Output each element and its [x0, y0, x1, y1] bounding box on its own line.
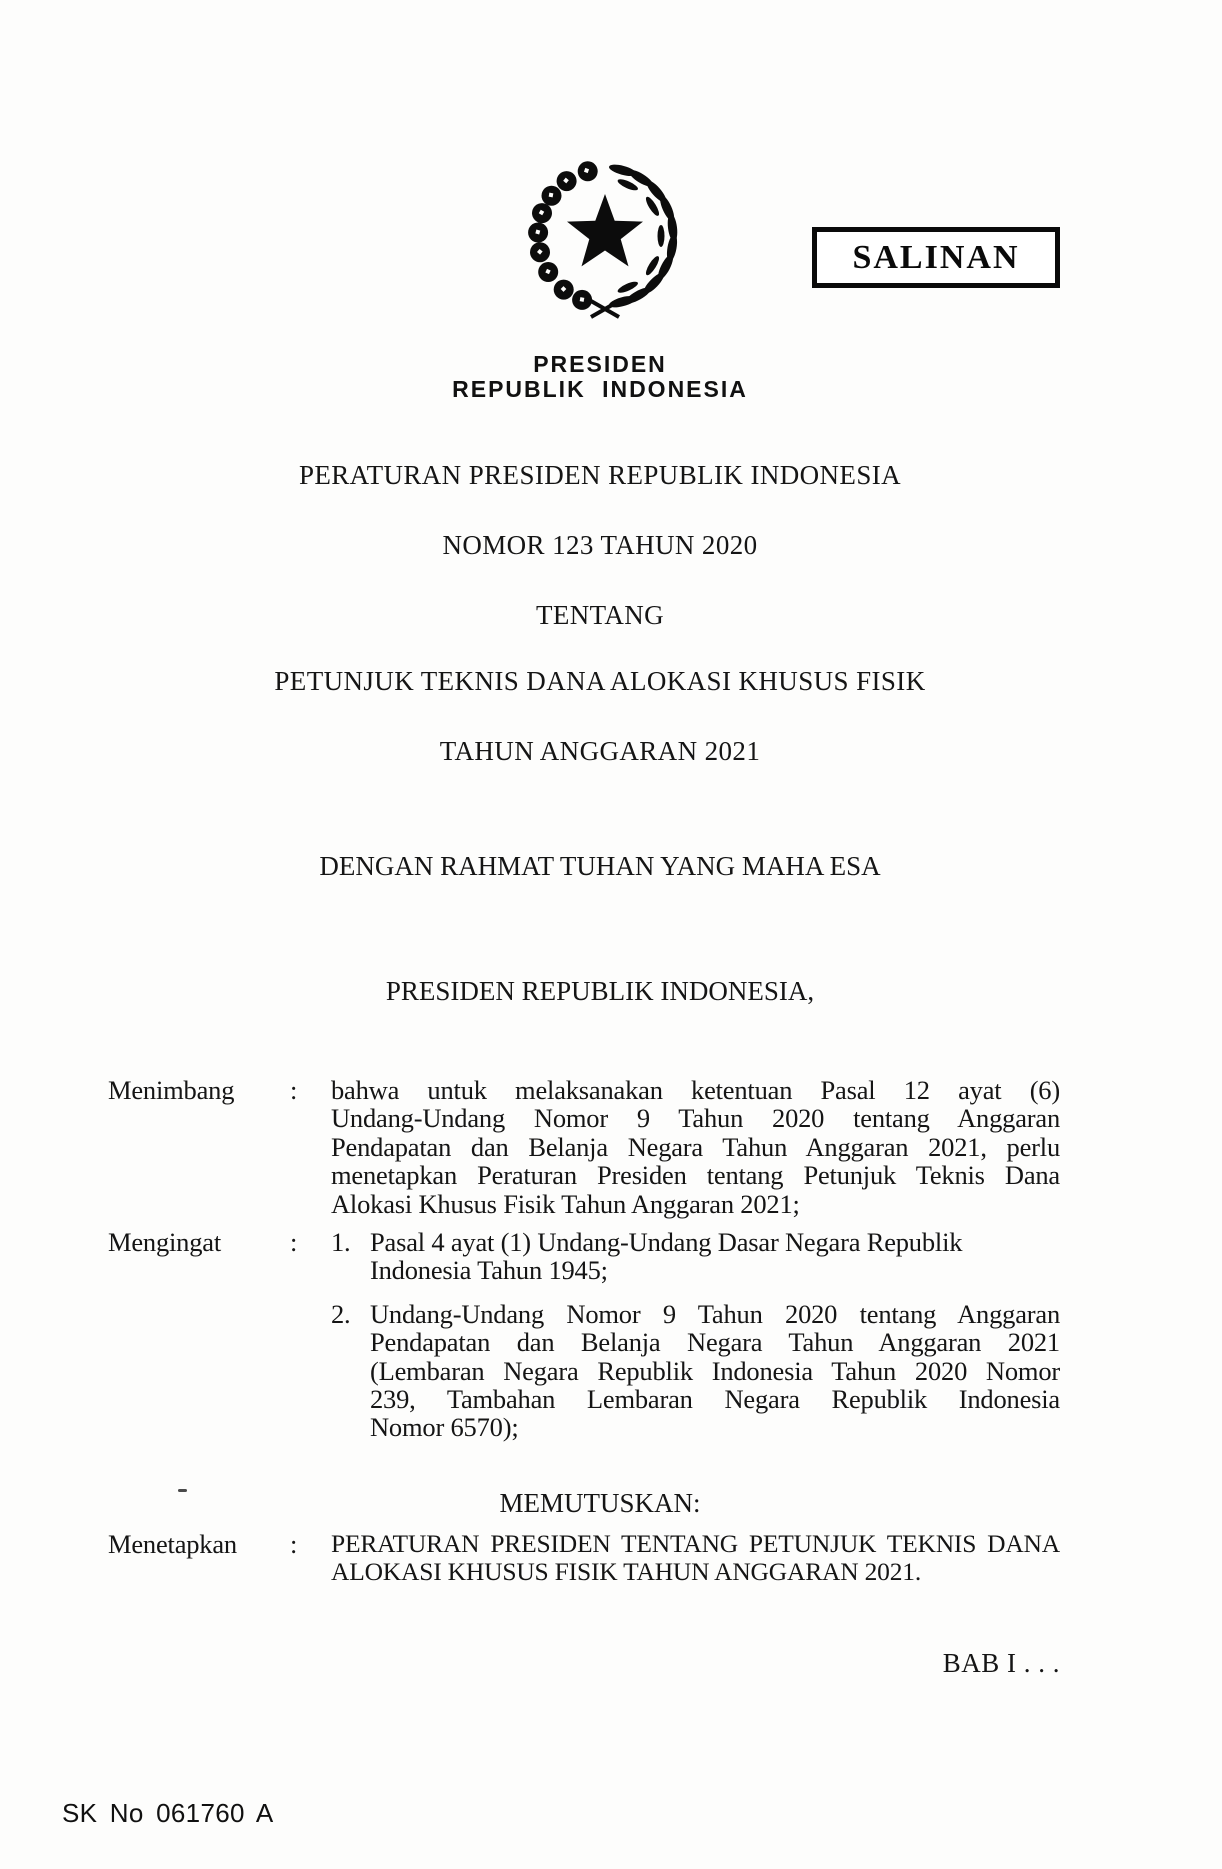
legal-basis-item-2-text: Undang-Undang Nomor 9 Tahun 2020 tentang Anggaran Pendapatan dan Belanja Negara Tahun Anggaran 2021 (Lembaran Negara Republik Indonesia Tahun 2020 Nomor 239, Tambahan Lembaran Negara Republik Indonesia Nomor 6570);	[370, 1298, 1060, 1443]
letterhead	[0, 352, 1200, 402]
enacting-authority-line: PRESIDEN REPUBLIK INDONESIA,	[385, 976, 815, 1006]
salinan-stamp-label: SALINAN	[852, 238, 1020, 276]
letterhead-line-republik: REPUBLIK INDONESIA	[452, 376, 748, 402]
tentang-heading: TENTANG	[535, 600, 665, 630]
regulation-number: NOMOR 123 TAHUN 2020	[442, 530, 758, 560]
legal-basis-item-2-number: 2.	[331, 1298, 351, 1329]
invocation-line: DENGAN RAHMAT TUHAN YANG MAHA ESA	[319, 851, 881, 881]
letterhead-line-presiden: PRESIDEN	[533, 351, 667, 377]
regulation-title: PERATURAN PRESIDEN REPUBLIK INDONESIA	[298, 460, 902, 490]
menimbang-clause	[108, 1076, 1060, 1218]
menetapkan-label: Menetapkan	[108, 1529, 237, 1559]
menetapkan-colon: :	[290, 1529, 298, 1559]
menetapkan-clause	[108, 1530, 1060, 1587]
fiscal-year-line: TAHUN ANGGARAN 2021	[439, 736, 761, 766]
menetapkan-text: PERATURAN PRESIDEN TENTANG PETUNJUK TEKNIS DANA ALOKASI KHUSUS FISIK TAHUN ANGGARAN 2021.	[331, 1529, 1060, 1587]
menimbang-text: bahwa untuk melaksanakan ketentuan Pasal 12 ayat (6) Undang-Undang Nomor 9 Tahun 2020 tentang Anggaran Pendapatan dan Belanja Negara Tahun Anggaran 2021, perlu menetapkan Peraturan Presiden tentang Petunjuk Teknis Dana Alokasi Khusus Fisik Tahun Anggaran 2021;	[331, 1075, 1060, 1219]
mengingat-clause	[108, 1228, 1060, 1442]
mengingat-label: Mengingat	[108, 1227, 222, 1257]
legal-basis-item-1-number: 1.	[331, 1227, 351, 1257]
salinan-copy-stamp	[812, 227, 1060, 288]
legal-basis-item-1-text: Pasal 4 ayat (1) Undang-Undang Dasar Negara Republik Indonesia Tahun 1945;	[370, 1227, 963, 1286]
regulation-subject: PETUNJUK TEKNIS DANA ALOKASI KHUSUS FISIK	[274, 666, 926, 696]
star-wreath-emblem-icon	[520, 156, 690, 326]
menimbang-label: Menimbang	[108, 1075, 235, 1105]
bab-continuation-marker: BAB I . . .	[942, 1648, 1060, 1678]
memutuskan-heading: MEMUTUSKAN:	[499, 1488, 701, 1518]
legal-basis-item-2	[331, 1300, 1060, 1442]
sk-number: SK No 061760 A	[62, 1798, 274, 1828]
legal-basis-item-1	[331, 1228, 1060, 1285]
menimbang-colon: :	[290, 1075, 298, 1105]
mengingat-colon: :	[290, 1227, 298, 1257]
